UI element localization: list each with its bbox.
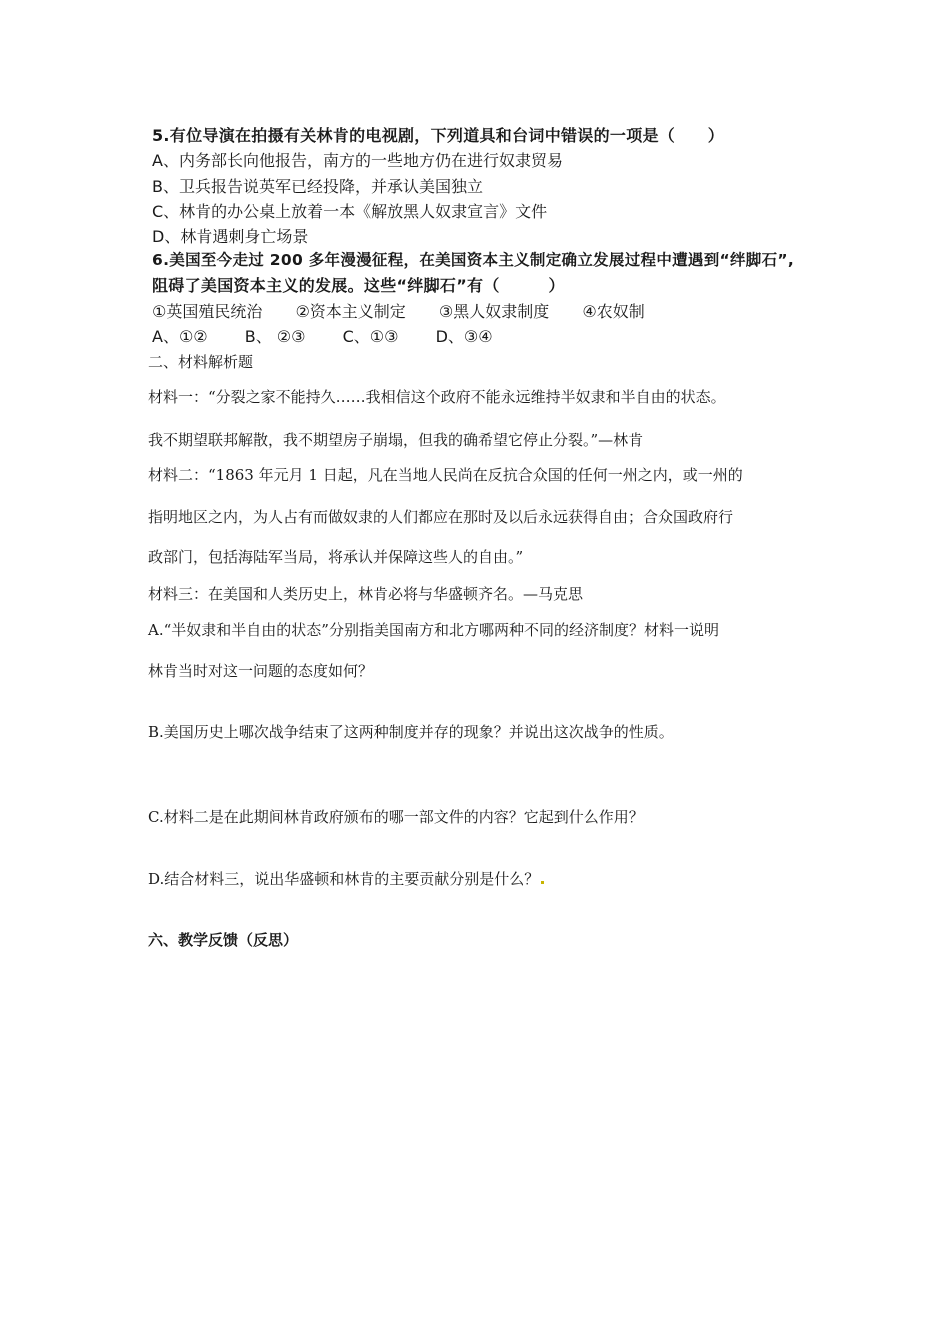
choice-4: ④农奴制 (582, 302, 645, 321)
material-2-line2: 指明地区之内，为人占有而做奴隶的人们都应在那时及以后永远获得自由；合众国政府行 (148, 508, 734, 526)
question-a-line1: A.“半奴隶和半自由的状态”分别指美国南方和北方哪两种不同的经济制度？材料一说明 (148, 621, 719, 639)
question-b: B.美国历史上哪次战争结束了这两种制度并存的现象？并说出这次战争的性质。 (148, 723, 674, 741)
question-5-option-b: B、卫兵报告说英军已经投降，并承认美国独立 (152, 177, 483, 196)
question-6-stem-line1: 6.美国至今走过 200 多年漫漫征程，在美国资本主义制定确立发展过程中遭遇到“绊脚石”, (152, 251, 795, 269)
section-6-title: 六、教学反馈（反思） (148, 931, 299, 949)
answer-d: D、③④ (435, 327, 493, 346)
question-5-option-c: C、林肯的办公桌上放着一本《解放黑人奴隶宣言》文件 (152, 202, 548, 221)
answer-a: A、①② (152, 327, 208, 346)
question-d-text: D.结合材料三，说出华盛顿和林肯的主要贡献分别是什么？ (148, 870, 540, 888)
material-1-line2: 我不期望联邦解散，我不期望房子崩塌，但我的确希望它停止分裂。”—林肯 (148, 431, 644, 449)
section-2-title: 二、材料解析题 (148, 353, 254, 371)
question-c: C.材料二是在此期间林肯政府颁布的哪一部文件的内容？它起到什么作用？ (148, 808, 644, 826)
answer-c: C、①③ (342, 327, 399, 346)
question-6-stem-line2: 阻碍了美国资本主义的发展。这些“绊脚石”有（ ） (152, 276, 565, 295)
question-5-option-a: A、内务部长向他报告，南方的一些地方仍在进行奴隶贸易 (152, 151, 563, 170)
question-6-answers (152, 324, 525, 347)
question-d (148, 868, 544, 889)
choice-1: ①英国殖民统治 (152, 302, 263, 321)
question-5-stem: 5.有位导演在拍摄有关林肯的电视剧，下列道具和台词中错误的一项是（ ） (152, 126, 725, 145)
choice-2: ②资本主义制定 (295, 302, 406, 321)
choice-3: ③黑人奴隶制度 (438, 302, 550, 321)
question-6-choices (152, 299, 673, 322)
material-3: 材料三：在美国和人类历史上，林肯必将与华盛顿齐名。—马克思 (148, 585, 584, 603)
material-1-line1: 材料一：“分裂之家不能持久……我相信这个政府不能永远维持半奴隶和半自由的状态。 (148, 388, 726, 406)
answer-b: B、 ②③ (244, 327, 306, 346)
question-5-option-d: D、林肯遇刺身亡场景 (152, 227, 309, 246)
question-a-line2: 林肯当时对这一问题的态度如何？ (148, 662, 374, 680)
mark-dot (541, 881, 544, 884)
material-2-line3: 政部门，包括海陆军当局，将承认并保障这些人的自由。” (148, 548, 524, 566)
material-2-line1: 材料二：“1863 年元月 1 日起，凡在当地人民尚在反抗合众国的任何一州之内，或一州的 (148, 466, 743, 484)
